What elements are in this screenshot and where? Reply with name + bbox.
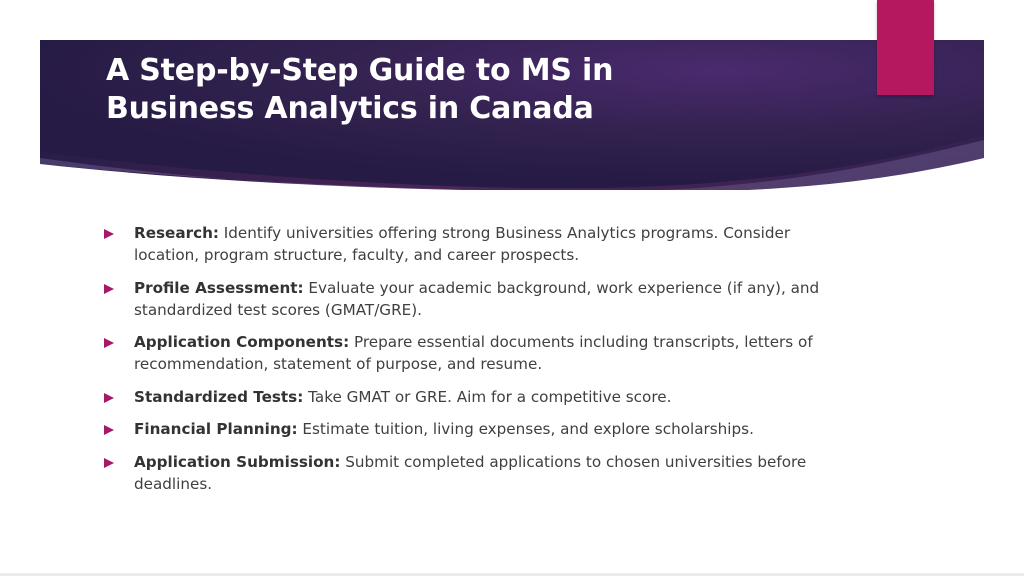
triangle-bullet-icon	[104, 425, 114, 435]
bullet-item-application-components	[104, 331, 834, 375]
bullet-item-standardized-tests	[104, 386, 834, 408]
bullet-item-application-submission	[104, 451, 834, 495]
triangle-bullet-icon	[104, 458, 114, 468]
bullet-label: Financial Planning:	[134, 420, 298, 438]
bullet-text: Estimate tuition, living expenses, and explore scholarships.	[297, 420, 754, 438]
title-line-1: A Step-by-Step Guide to MS in	[106, 53, 614, 88]
bullet-text: Take GMAT or GRE. Aim for a competitive score.	[303, 387, 672, 406]
triangle-bullet-icon	[104, 229, 114, 239]
title-line-2: Business Analytics in Canada	[106, 91, 594, 126]
triangle-bullet-icon	[104, 393, 114, 403]
triangle-bullet-icon	[104, 338, 114, 348]
bullet-text: Prepare essential documents including transcripts, letters of recommendation, statement of purpose, and resume.	[134, 333, 813, 373]
bullet-text: Submit completed applications to chosen universities before deadlines.	[134, 452, 807, 493]
bullet-item-financial-planning	[104, 418, 834, 440]
bullet-label: Application Components:	[134, 333, 350, 351]
triangle-bullet-icon	[104, 284, 114, 294]
slide-title	[106, 52, 806, 128]
bullet-label: Profile Assessment:	[134, 278, 304, 297]
bullet-label: Standardized Tests:	[134, 387, 304, 406]
bullet-text: Identify universities offering strong Business Analytics programs. Consider location, program structure, faculty, and career prospects.	[134, 224, 791, 264]
bullet-item-research	[104, 222, 834, 266]
bullet-text: Evaluate your academic background, work experience (if any), and standardized test scores (GMAT/GRE).	[134, 278, 820, 319]
bullet-label: Research:	[134, 224, 219, 242]
bullet-label: Application Submission:	[134, 452, 341, 471]
bullet-item-profile-assessment	[104, 277, 834, 321]
accent-tab	[877, 0, 934, 95]
bullet-list	[104, 222, 834, 505]
